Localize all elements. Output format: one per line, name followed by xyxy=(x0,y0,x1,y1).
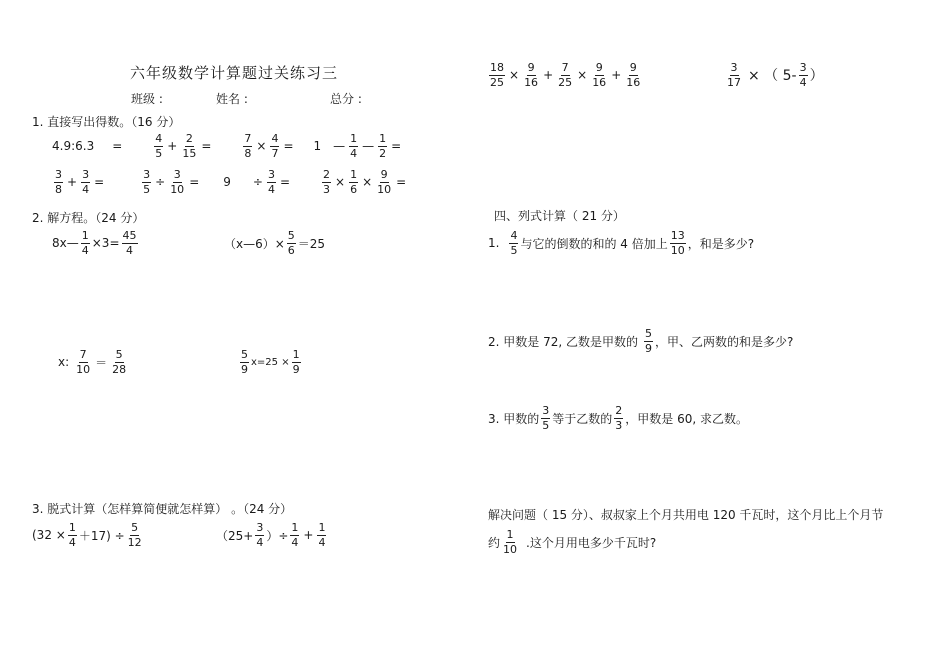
name-label: 姓名 : xyxy=(216,92,248,106)
fraction: $\frac{5}{6}$ xyxy=(287,229,295,257)
class-label: 班级 : xyxy=(131,92,163,106)
equation-3: x: $\frac{7}{10}$ ＝ $\frac{5}{28}$ xyxy=(58,348,127,376)
fraction: $\frac{1}{10}$ xyxy=(503,528,518,556)
fraction: $\frac{3}{10}$ xyxy=(170,168,185,196)
s1-row-2: $\frac{3}{8}$ + $\frac{3}{4}$ = $\frac{3}{5}$ ÷ $\frac{3}{10}$ = 9 ÷ $\frac{3}{4}$ = $\frac{2}{3}$ × $\frac{1}{6}$ × $\frac{9}{10}$ = xyxy=(55,168,407,196)
fraction: $\frac{1}{4}$ xyxy=(291,521,299,549)
fraction: $\frac{5}{9}$ xyxy=(644,327,652,355)
equation-1: 8x— $\frac{1}{4}$ ×3= $\frac{45}{4}$ xyxy=(52,229,137,257)
s1-row-1: 4.9:6.3 = $\frac{4}{5}$ + $\frac{2}{15}$ = $\frac{7}{8}$ × $\frac{4}{7}$ = 1 — $\frac{1}{4}$ — $\frac{1}{2}$ = xyxy=(52,132,402,160)
fraction: $\frac{1}{2}$ xyxy=(379,132,387,160)
word-problem-1: 1. $\frac{4}{5}$ 与它的倒数的和的 4 倍加上 $\frac{13}{10}$ ，和是多少? xyxy=(488,229,755,257)
fraction: $\frac{3}{5}$ xyxy=(542,404,550,432)
fraction: $\frac{5}{28}$ xyxy=(112,348,127,376)
score-label: 总分 : xyxy=(330,92,362,106)
fraction: $\frac{1}{4}$ xyxy=(318,521,326,549)
page-title: 六年级数学计算题过关练习三 xyxy=(130,64,339,82)
fraction: $\frac{9}{16}$ xyxy=(626,61,641,89)
fraction: $\frac{4}{5}$ xyxy=(510,229,518,257)
word-problem-2: 2. 甲数是 72, 乙数是甲数的 $\frac{5}{9}$ ，甲、乙两数的和是多少? xyxy=(488,327,794,355)
equation-2: （x—6）× $\frac{5}{6}$ ＝25 xyxy=(224,229,326,257)
calc-4: $\frac{3}{17}$ × （ 5- $\frac{3}{4}$ ） xyxy=(727,61,824,89)
fraction: $\frac{9}{16}$ xyxy=(592,61,607,89)
fraction: $\frac{1}{9}$ xyxy=(292,348,300,376)
fraction: $\frac{13}{10}$ xyxy=(670,229,685,257)
fraction: $\frac{45}{4}$ xyxy=(122,229,137,257)
fraction: $\frac{1}{4}$ xyxy=(68,521,76,549)
fraction: $\frac{5}{12}$ xyxy=(127,521,142,549)
fraction: $\frac{2}{3}$ xyxy=(615,404,623,432)
word-problem-3: 3. 甲数的 $\frac{3}{5}$ 等于乙数的 $\frac{2}{3}$ ，甲数是 60, 求乙数。 xyxy=(488,404,748,432)
fraction: $\frac{7}{10}$ xyxy=(76,348,91,376)
fraction: $\frac{3}{4}$ xyxy=(267,168,275,196)
fraction: $\frac{3}{4}$ xyxy=(256,521,264,549)
problem-solving-line-1: 解决问题（ 15 分）、叔叔家上个月共用电 120 千瓦时，这个月比上个月节 xyxy=(488,508,884,522)
section-1-heading: 1. 直接写出得数。（16 分） xyxy=(32,115,181,129)
section-4-heading: 四、列式计算（ 21 分） xyxy=(494,209,625,223)
fraction: $\frac{9}{16}$ xyxy=(524,61,539,89)
fraction: $\frac{7}{8}$ xyxy=(244,132,252,160)
fraction: $\frac{3}{4}$ xyxy=(82,168,90,196)
ratio-expression: 4.9:6.3 xyxy=(52,139,95,154)
section-3-heading: 3. 脱式计算（怎样算简便就怎样算） 。（24 分） xyxy=(32,502,293,516)
problem-solving-line-2: 约 $\frac{1}{10}$ .这个月用电多少千瓦时? xyxy=(488,528,657,556)
calc-1: (32 × $\frac{1}{4}$ ＋17) ÷ $\frac{5}{12}$ xyxy=(32,521,142,549)
fraction: $\frac{3}{8}$ xyxy=(55,168,62,196)
fraction: $\frac{3}{4}$ xyxy=(799,61,807,89)
fraction: $\frac{2}{3}$ xyxy=(323,168,331,196)
section-2-heading: 2. 解方程。（24 分） xyxy=(32,211,145,225)
fraction: $\frac{1}{4}$ xyxy=(350,132,358,160)
fraction: $\frac{4}{5}$ xyxy=(155,132,163,160)
fraction: $\frac{1}{6}$ xyxy=(350,168,358,196)
fraction: $\frac{18}{25}$ xyxy=(490,61,504,89)
fraction: $\frac{1}{4}$ xyxy=(81,229,89,257)
calc-2: （25+ $\frac{3}{4}$ ）÷ $\frac{1}{4}$ + $\frac{1}{4}$ xyxy=(216,521,326,549)
fraction: $\frac{5}{9}$ xyxy=(241,348,248,376)
fraction: $\frac{3}{5}$ xyxy=(143,168,151,196)
calc-3: $\frac{18}{25}$ × $\frac{9}{16}$ + $\frac{7}{25}$ × $\frac{9}{16}$ + $\frac{9}{16}$ xyxy=(490,61,641,89)
fraction: $\frac{9}{10}$ xyxy=(377,168,392,196)
equation-4: $\frac{5}{9}$ x=25 × $\frac{1}{9}$ xyxy=(241,348,300,376)
fraction: $\frac{2}{15}$ xyxy=(182,132,197,160)
fraction: $\frac{7}{25}$ xyxy=(558,61,573,89)
fraction: $\frac{4}{7}$ xyxy=(271,132,279,160)
fraction: $\frac{3}{17}$ xyxy=(727,61,741,89)
